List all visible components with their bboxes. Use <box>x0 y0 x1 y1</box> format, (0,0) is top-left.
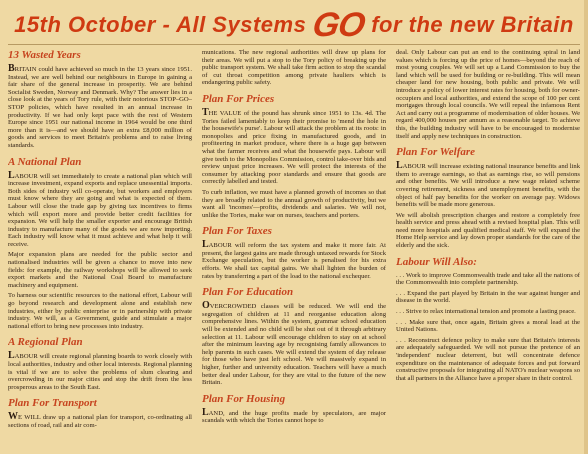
heading-wasted-years: 13 Wasted Years <box>8 49 81 61</box>
paragraph: LABOUR will reform the tax system and make it more fair. At present, the largest gains are made through untaxed rewards for Stock Exchange speculation, but the worker is penalised for his extra efforts. We shall tax capital gains. We shall lighten the burden of rates by transferring a part of the load to the national exchequer. <box>202 239 386 280</box>
paragraph: . . . Strive to relax international tension and promote a lasting peace. <box>396 308 576 316</box>
paragraph: To harness our scientific resources to the national effort, Labour will go beyond research and development alone and establish new industries, either by public enterprise or in partnership with private industry. We will, as a Government, guide and stimulate a major national effort to bring new processes into industry. <box>8 292 192 330</box>
paragraph: We will abolish prescription charges and restore a completely free health service and press ahead with a revised hospital plan. This will need more hospitals and qualified medical staff. We will expand the Home Help service and lay down proper standards for the care of the elderly and the sick. <box>396 211 580 250</box>
paragraph: To curb inflation, we must have a planned growth of incomes so that they are broadly related to the annual growth of productivity, but we want all 'incomes'—profits, dividends and salaries. We will not, unlike the Tories, make war on nurses, teachers and porters. <box>202 188 386 219</box>
banner-headline <box>8 6 580 45</box>
heading-plan-for-prices: Plan For Prices <box>202 92 275 105</box>
paragraph: LABOUR will set immediately to create a national plan which will increase investment, expand exports and replace unessential imports. Both sides of industry will co-operate, but workers and employers must know where they are going and what is expected of them. Labour will close the trade gap by giving tax incentives to firms which will export more and provide better credit facilities for expansion. We will help the smaller exporter and encourage British industry to manufacture many of the goods we are now importing. Each industry will know what it must achieve and what help it will receive. <box>8 169 192 248</box>
paragraph: . . . Reconstruct defence policy to make sure that Britain's interests are adequately safeguarded. We will not pursue the pretence of an 'independent' nuclear deterrent, but will concentrate defence expenditure on the maintenance of adequate forces and put forward constructive proposals for integrating all NATO's nuclear weapons so that all partners in the Alliance have a proper share in their control. <box>396 336 580 382</box>
heading-plan-for-taxes: Plan For Taxes <box>202 225 272 238</box>
paragraph: . . . Make sure that, once again, Britain gives a moral lead at the United Nations. <box>396 318 580 334</box>
article-columns <box>8 49 580 451</box>
scan-edge <box>584 0 588 454</box>
heading-labour-will-also: Labour Will Also: <box>396 255 477 268</box>
paragraph: deal. Only Labour can put an end to the continuing spiral in land values which is forcing up the price of homes—beyond the reach of most young couples. We will set up a Land Commission to buy the land which will be used for building or re-building. This will mean cheaper land for new housing, both public and private. We will introduce a policy of lower interest rates for housing, both for owner-occupiers and local authorities, and extend the scope of 100 per cent mortgages through local councils. We will repeal the infamous Rent Act and carry out a programme of modernisation of older houses. We regard 400,000 houses per annum as a reasonable target. To achieve this, the building industry will have to be encouraged to modernise itself and apply new techniques in construction. <box>396 49 580 140</box>
banner-go-text: GO <box>310 5 368 44</box>
paragraph: THE VALUE of the pound has shrunk since 1951 to 13s. 4d. The Tories failed lamentably to keep their promise to 'mend the hole in the housewife's purse'. Labour will attack the problem at its roots: in monopolies and price fixing in manufactured goods, and in profiteering in market produce, where there is a huge gap between what the farmer receives and what the housewife pays. Labour will give teeth to the Monopolies Commission, control take-over bids and review unjust price increases. We will protect the interests of the consumer by attacking poor standards and ensure that goods are correctly labelled and tested. <box>202 106 386 186</box>
paragraph: . . . Work to improve Commonwealth trade and take all the nations of the Commonwealth into complete partnership. <box>396 271 580 287</box>
heading-plan-for-transport: Plan For Transport <box>8 397 97 410</box>
paragraph: BRITAIN could have achieved so much in the 13 years since 1951. Instead, we are well behind our neighbours in Europe in gaining a fair share of the general increase in prosperity. We are behind Socialist Sweden, Norway and Denmark. Why? The answer lies in a close look at the years of Tory rule, with their notorious STOP–GO–STOP policies, which have resulted in an annual increase in productivity. If we had only kept pace with the rest of Western Europe since 1951 our national income in 1964 would be one third more than it is—and we should have an extra £8,000 million of goods and services to meet Britain's problems and to raise living standards. <box>8 63 192 149</box>
heading-plan-for-housing: Plan For Housing <box>202 392 286 405</box>
heading-plan-for-education: Plan For Education <box>202 286 294 299</box>
heading-national-plan: A National Plan <box>8 155 82 168</box>
paragraph: OVERCROWDED classes will be reduced. We will end the segregation of children at 11 and reorganise education along comprehensive lines. Within the system, grammar school education will be extended and no child will be shut out of it through arbitrary selection at 11. Labour will encourage children to stay on at school after the minimum leaving age by recognising family allowances to help parents in such cases. We will extend the system of day release for those who have just left school. We will massively expand in higher, further and university education. Teachers will have a much better deal under Labour, for they are vital to the future of the new Britain. <box>202 300 386 387</box>
heading-plan-for-welfare: Plan For Welfare <box>396 146 476 159</box>
paragraph: Major expansion plans are needed for the public sector and nationalised industries will be given a chance to move into new fields: for example, the railway workshops will be allowed to seek export markets and the National Coal Board to manufacture machinery and equipment. <box>8 251 192 289</box>
paragraph: . . . Expand the part played by Britain in the war against hunger and disease in the world. <box>396 289 580 305</box>
column-left <box>8 49 192 451</box>
heading-regional-plan: A Regional Plan <box>8 336 83 349</box>
banner-tagline-text: for the new Britain <box>371 12 574 37</box>
banner-date-text: 15th October - All Systems <box>14 12 307 37</box>
paragraph: munications. The new regional authorities will draw up plans for their areas. We will put a stop to the Tory policy of breaking up the public transport system. We shall take firm action to stop the scandal of cut throat competition among private hauliers which is endangering public safety. <box>202 49 386 87</box>
column-middle <box>202 49 386 451</box>
column-right <box>396 49 580 451</box>
paragraph: WE WILL draw up a national plan for transport, co-ordinating all sections of road, rail and air com- <box>8 411 192 429</box>
paragraph: LABOUR will increase existing national insurance benefits and link them to average earnings, so that as earnings rise, so will pensions and other benefits. We will introduce a new wage related scheme covering retirement, sickness and unemployment benefits, with the object of half pay benefits for the worker on average pay. Widows benefits will be made more generous. <box>396 160 580 209</box>
paragraph: LABOUR will create regional planning boards to work closely with local authorities, industry and other local interests. Regional planning is vital if we are to solve the problems of slum clearing and overcrowding in our major cities and stop the drift from the less prosperous areas to the South East. <box>8 350 192 391</box>
paragraph: LAND, and the huge profits made by speculators, are major scandals with which the Tories cannot hope to <box>202 406 386 425</box>
